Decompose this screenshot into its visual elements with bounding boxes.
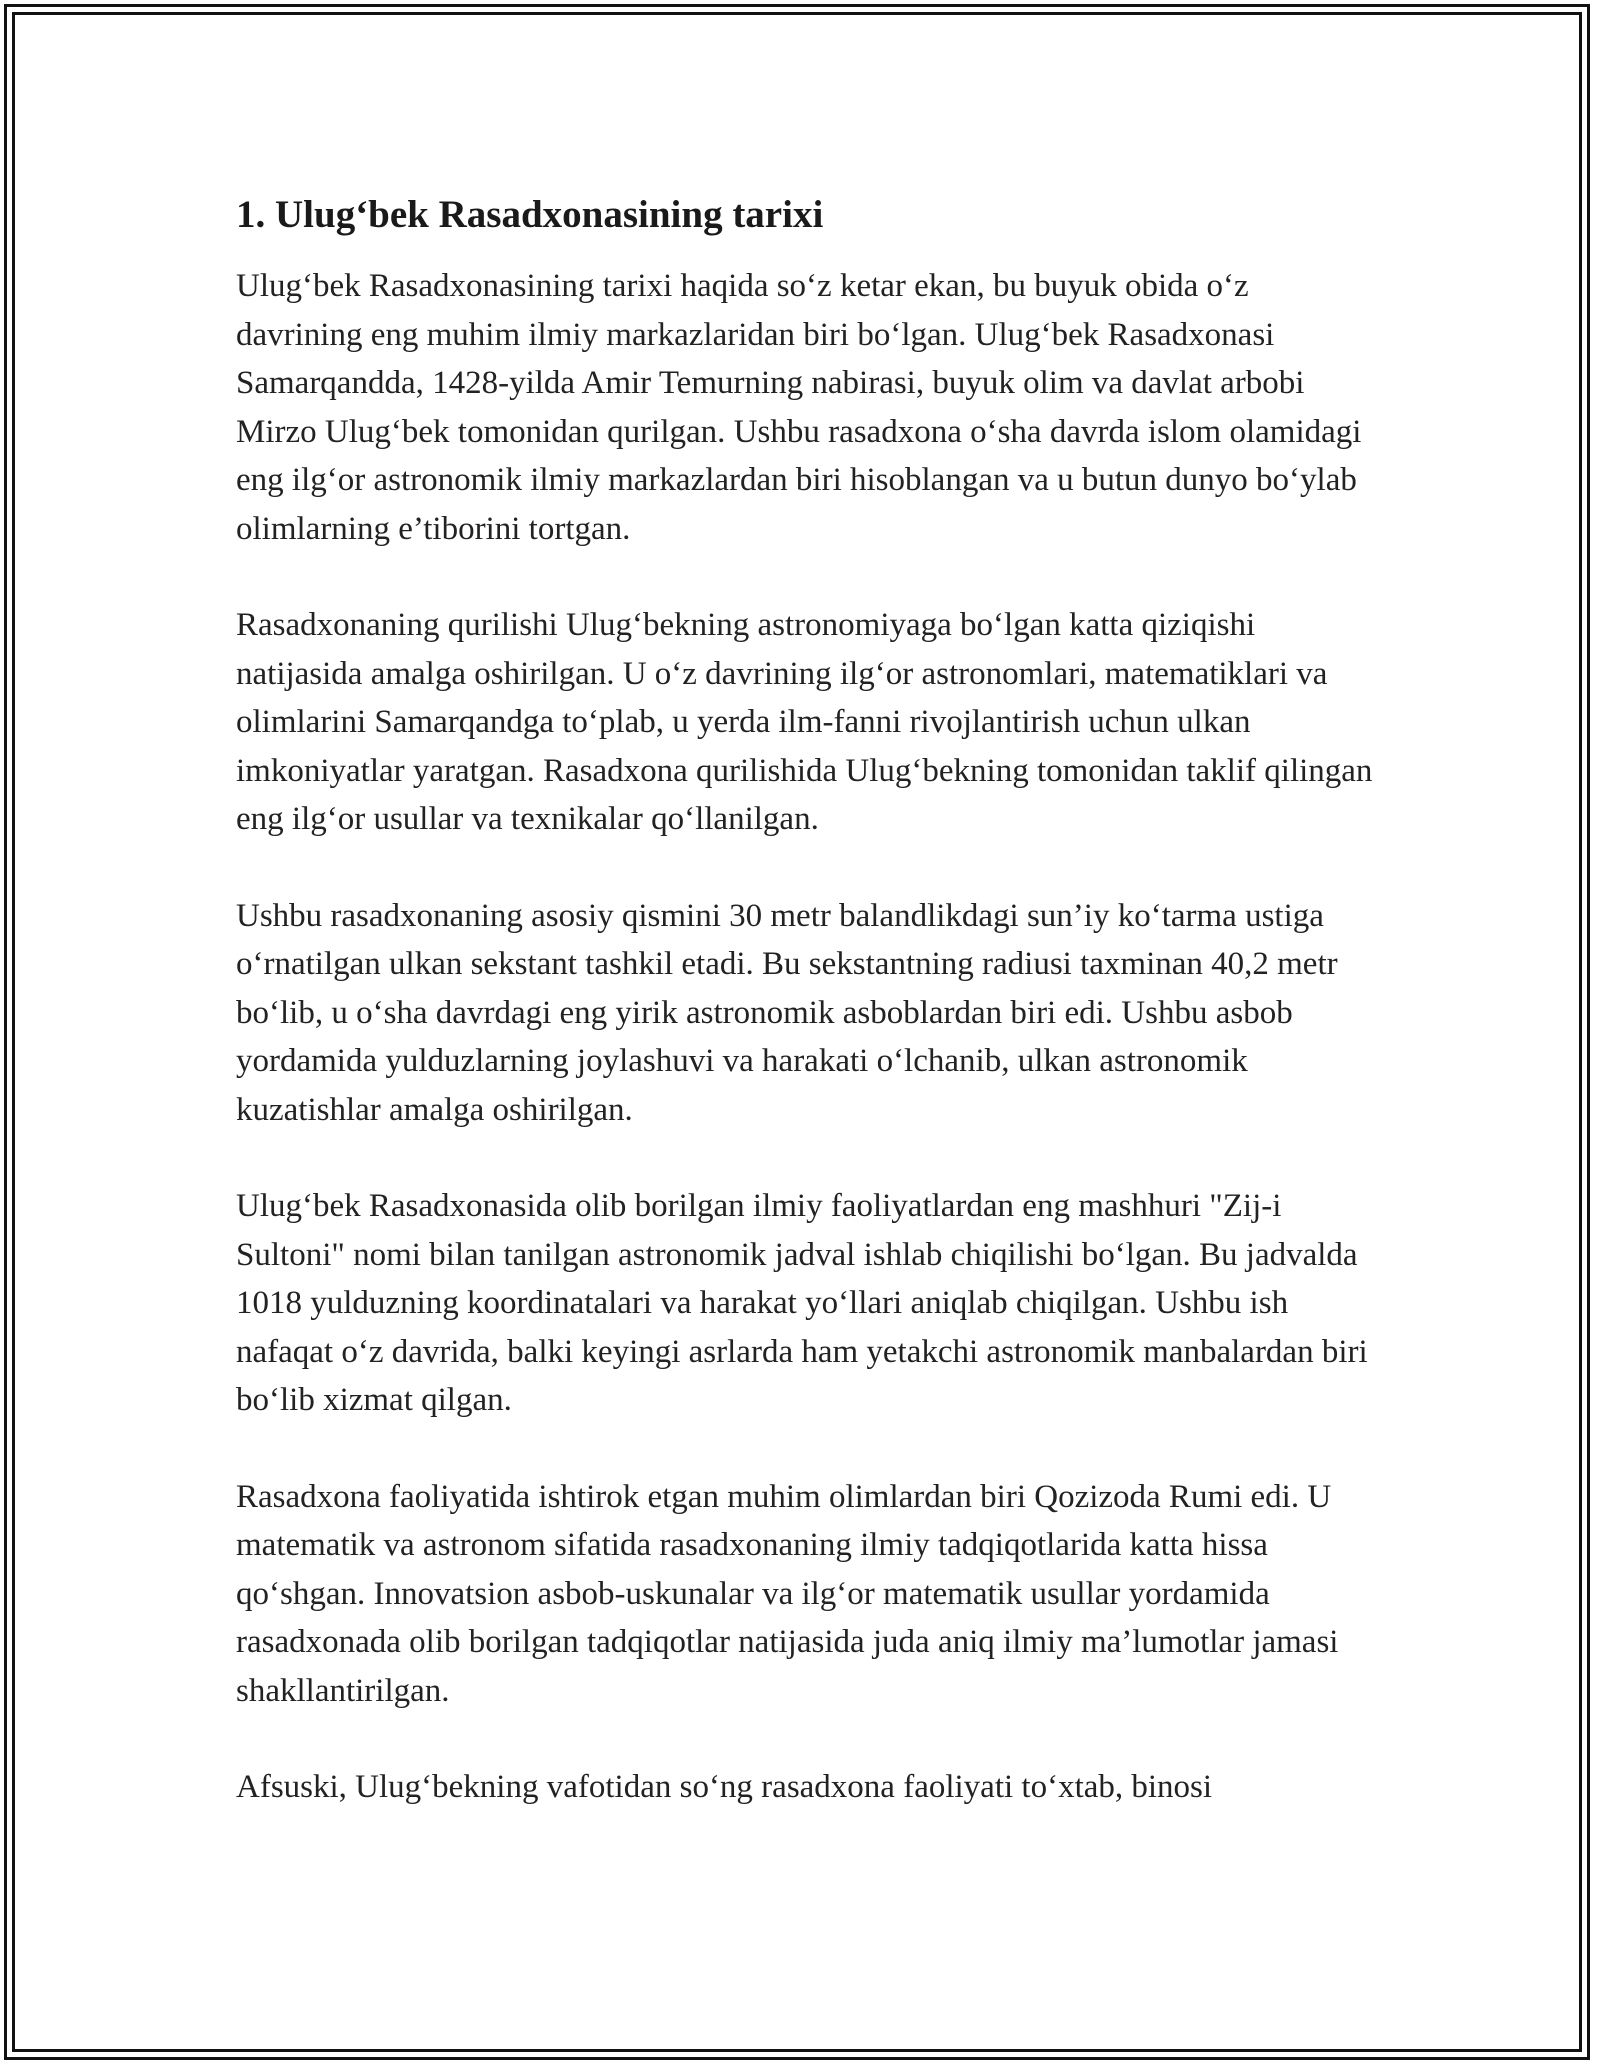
- paragraph-1: Ulug‘bek Rasadxonasining tarixi haqida so‘z ketar ekan, bu buyuk obida o‘z davrining eng muhim ilmiy markazlaridan biri bo‘lgan. Ulug‘bek Rasadxonasi Samarqandda, 1428-yilda Amir Temurning nabirasi, buyuk olim va davlat arbobi Mirzo Ulug‘bek tomonidan qurilgan. Ushbu rasadxona o‘sha davrda islom olamidagi eng ilg‘or astronomik ilmiy markazlardan biri hisoblangan va u butun dunyo bo‘ylab olimlarning e’tiborini tortgan.: [236, 268, 1362, 547]
- paragraph-2: Rasadxonaning qurilishi Ulug‘bekning astronomiyaga bo‘lgan katta qiziqishi natijasida amalga oshirilgan. U o‘z davrining ilg‘or astronomlari, matematiklari va olimlarini Samarqandga to‘plab, u yerda ilm-fanni rivojlantirish uchun ulkan imkoniyatlar yaratgan. Rasadxona qurilishida Ulug‘bekning tomonidan taklif qilingan eng ilg‘or usullar va texnikalar qo‘llanilgan.: [236, 607, 1373, 837]
- paragraph-6: Afsuski, Ulug‘bekning vafotidan so‘ng rasadxona faoliyati to‘xtab, binosi: [236, 1769, 1213, 1805]
- paragraph-4: Ulug‘bek Rasadxonasida olib borilgan ilmiy faoliyatlardan eng mashhuri "Zij-i Sultoni" nomi bilan tanilgan astronomik jadval ishlab chiqilishi bo‘lgan. Bu jadvalda 1018 yulduzning koordinatalari va harakat yo‘llari aniqlab chiqilgan. Ushbu ish nafaqat o‘z davrida, balki keyingi asrlarda ham yetakchi astronomik manbalardan biri bo‘lib xizmat qilgan.: [236, 1188, 1368, 1418]
- paragraph-3: Ushbu rasadxonaning asosiy qismini 30 metr balandlikdagi sun’iy ko‘tarma ustiga o‘rnatilgan ulkan sekstant tashkil etadi. Bu sekstantning radiusi taxminan 40,2 metr bo‘lib, u o‘sha davrdagi eng yirik astronomik asboblardan biri edi. Ushbu asbob yordamida yulduzlarning joylashuvi va harakati o‘lchanib, ulkan astronomik kuzatishlar amalga oshirilgan.: [236, 897, 1338, 1128]
- document-body: [236, 190, 1376, 1860]
- section-heading: 1. Ulug‘bek Rasadxonasining tarixi: [236, 193, 824, 236]
- paragraph-5: Rasadxona faoliyatida ishtirok etgan muhim olimlardan biri Qozizoda Rumi edi. U matematik va astronom sifatida rasadxonaning ilmiy tadqiqotlarida katta hissa qo‘shgan. Innovatsion asbob-uskunalar va ilg‘or matematik usullar yordamida rasadxonada olib borilgan tadqiqotlar natijasida juda aniq ilmiy ma’lumotlar jamasi shakllantirilgan.: [236, 1478, 1339, 1709]
